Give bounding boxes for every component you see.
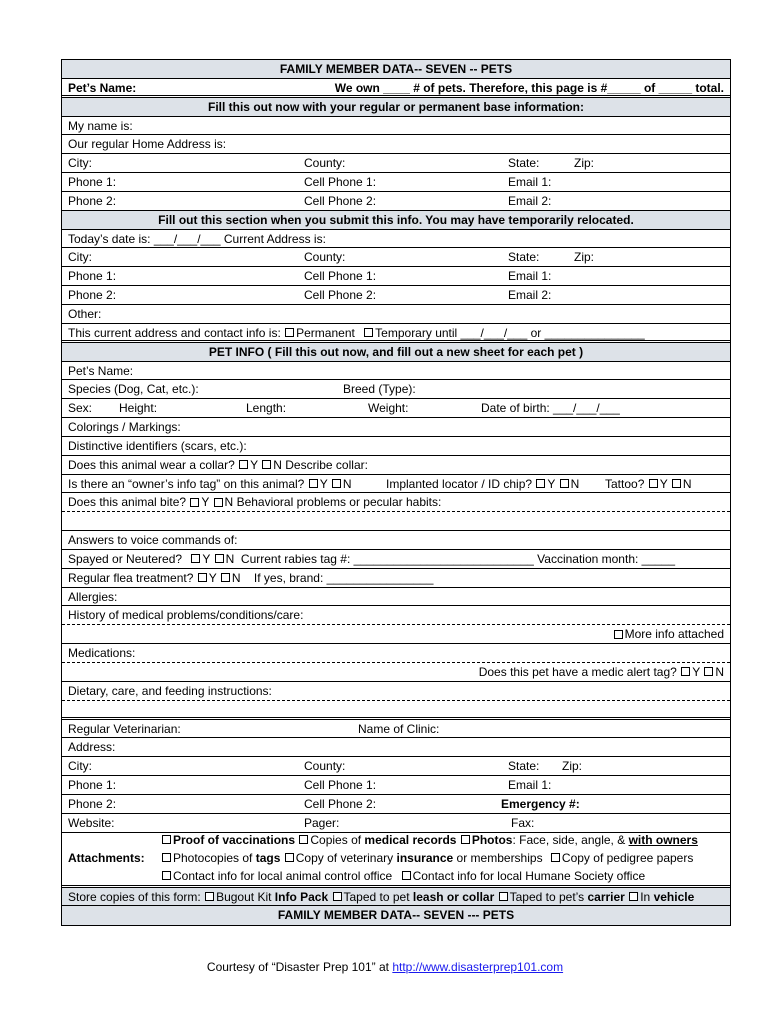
chip-label: Implanted locator / ID chip? (386, 476, 533, 491)
insurance-checkbox[interactable] (285, 853, 294, 862)
medical-records-label: medical records (364, 832, 457, 847)
tags-label: tags (255, 850, 281, 865)
vet-city-field[interactable]: City: (68, 759, 92, 774)
vet-phone2-field[interactable]: Phone 2: (68, 796, 117, 811)
breed-field[interactable]: Breed (Type): (343, 382, 416, 397)
more-info-checkbox[interactable] (614, 630, 623, 639)
address-status (68, 324, 645, 343)
cell1-field[interactable]: Cell Phone 1: (304, 175, 377, 190)
vet-state-field[interactable]: State: (508, 759, 540, 774)
bite-yes-checkbox[interactable] (190, 498, 199, 507)
cell2-field[interactable]: Cell Phone 2: (304, 193, 377, 208)
bugout-checkbox[interactable] (205, 892, 214, 901)
species-field[interactable]: Species (Dog, Cat, etc.): (68, 382, 199, 397)
behavior-label: Behavioral problems or pecular habits: (236, 495, 442, 510)
photos-label: Photos (471, 832, 513, 847)
yes-label: Y (319, 476, 328, 491)
clinic-name-field[interactable]: Name of Clinic: (358, 721, 440, 736)
form-title: FAMILY MEMBER DATA-- SEVEN -- PETS (62, 60, 730, 79)
city-field[interactable]: City: (68, 156, 92, 171)
taped-pet-label: Taped to pet (343, 889, 410, 904)
flea-no-checkbox[interactable] (221, 573, 230, 582)
alert-yes-checkbox[interactable] (681, 667, 690, 676)
alert-no-checkbox[interactable] (704, 667, 713, 676)
temp-county-field[interactable]: County: (304, 250, 346, 265)
yes-label: Y (547, 476, 556, 491)
photos-desc: : Face, side, angle, & (512, 832, 626, 847)
base-section-heading: Fill this out now with your regular or permanent base information: (62, 98, 730, 117)
photocopies-label: Photocopies of (173, 850, 253, 865)
insurance-label: insurance (396, 850, 454, 865)
attachments-line-2 (161, 851, 693, 865)
no-label: N (225, 551, 235, 566)
regular-vet-field[interactable]: Regular Veterinarian: (68, 721, 181, 736)
bite-no-checkbox[interactable] (214, 498, 223, 507)
tag-question (68, 475, 352, 494)
courtesy-text: Courtesy of “Disaster Prep 101” at (206, 960, 389, 974)
collar-question (68, 456, 368, 475)
bite-question (68, 493, 441, 512)
flea-label: Regular flea treatment? (68, 570, 194, 585)
spayed-question (68, 550, 675, 569)
phone2-field[interactable]: Phone 2: (68, 193, 117, 208)
medical-history-field[interactable]: History of medical problems/conditions/care: (68, 608, 304, 623)
vet-email1-field[interactable]: Email 1: (508, 778, 552, 793)
pet-name-field[interactable]: Pet’s Name: (68, 363, 134, 378)
store-copies (68, 888, 694, 907)
other-field[interactable]: Other: (68, 306, 102, 321)
dob-field[interactable]: Date of birth: ___/___/___ (481, 401, 620, 416)
copy-vet-label: Copy of veterinary (295, 850, 394, 865)
rabies-field[interactable]: Current rabies tag #: ___________________________ Vaccination month: _____ (240, 551, 676, 566)
more-info-label: More info attached (624, 627, 724, 642)
spayed-label: Spayed or Neutered? (68, 551, 183, 566)
memberships-label: or memberships (456, 850, 543, 865)
spayed-yes-checkbox[interactable] (191, 554, 200, 563)
medic-alert-label: Does this pet have a medic alert tag? (478, 665, 677, 679)
tattoo-label: Tattoo? (605, 476, 645, 491)
pet-info-heading: PET INFO ( Fill this out now, and fill out a new sheet for each pet ) (62, 343, 730, 362)
attachments-line-3 (161, 869, 645, 883)
my-name-field[interactable]: My name is: (68, 118, 133, 133)
no-label: N (273, 457, 282, 472)
vet-phone1-field[interactable]: Phone 1: (68, 778, 117, 793)
pets-name-label: Pet’s Name: (68, 80, 137, 95)
tattoo-yes-checkbox[interactable] (649, 479, 658, 488)
email2-field[interactable]: Email 2: (508, 193, 552, 208)
photocopies-tags-checkbox[interactable] (162, 853, 171, 862)
bite-label: Does this animal bite? (68, 495, 187, 510)
vet-zip-field[interactable]: Zip: (562, 759, 583, 774)
carrier-checkbox[interactable] (499, 892, 508, 901)
vet-cell2-field[interactable]: Cell Phone 2: (304, 796, 377, 811)
tag-yes-checkbox[interactable] (309, 479, 318, 488)
todays-date-field[interactable]: Today’s date is: ___/___/___ Current Address is: (68, 231, 326, 246)
temp-email1-field[interactable]: Email 1: (508, 269, 552, 284)
email1-field[interactable]: Email 1: (508, 175, 552, 190)
temporary-label: Temporary until ___/___/___ or _______________ (375, 325, 645, 340)
temp-cell1-field[interactable]: Cell Phone 1: (304, 269, 377, 284)
voice-commands-field[interactable]: Answers to voice commands of: (68, 533, 238, 548)
no-label: N (231, 570, 241, 585)
vet-fax-field[interactable]: Fax: (511, 815, 535, 830)
dietary-blank-line[interactable] (62, 701, 730, 720)
tattoo-question (605, 475, 692, 494)
spayed-no-checkbox[interactable] (215, 554, 224, 563)
medic-alert-question (479, 663, 724, 682)
more-info-attached (613, 625, 724, 644)
copies-of-label: Copies of (310, 832, 362, 847)
attachments-section (62, 833, 730, 888)
flea-yes-checkbox[interactable] (198, 573, 207, 582)
tag-no-checkbox[interactable] (332, 479, 341, 488)
vehicle-checkbox[interactable] (629, 892, 638, 901)
vet-emergency-field[interactable]: Emergency #: (501, 796, 580, 811)
yes-label: Y (692, 665, 700, 679)
temp-city-field[interactable]: City: (68, 250, 92, 265)
website-link[interactable]: http://www.disasterprep101.com (392, 960, 564, 974)
leash-checkbox[interactable] (333, 892, 342, 901)
medical-records-checkbox[interactable] (299, 835, 308, 844)
weight-field[interactable]: Weight: (368, 401, 409, 416)
temp-state-field[interactable]: State: (508, 250, 540, 265)
vet-address-field[interactable]: Address: (68, 740, 116, 755)
identifiers-field[interactable]: Distinctive identifiers (scars, etc.): (68, 438, 247, 453)
no-label: N (342, 476, 352, 491)
temp-phone1-field[interactable]: Phone 1: (68, 269, 117, 284)
length-field[interactable]: Length: (246, 401, 287, 416)
pedigree-checkbox[interactable] (551, 853, 560, 862)
status-prefix: This current address and contact info is: (68, 325, 281, 340)
in-label: In (640, 889, 651, 904)
pedigree-label: Copy of pedigree papers (561, 850, 694, 865)
courtesy-footer (0, 960, 770, 974)
behavior-blank-line[interactable] (62, 512, 730, 531)
info-pack-label: Info Pack (274, 889, 329, 904)
collar-label: Does this animal wear a collar? (68, 457, 235, 472)
sex-field[interactable]: Sex: (68, 401, 93, 416)
pets-owned-count[interactable]: We own ____ # of pets. Therefore, this page is #_____ of _____ total. (334, 80, 724, 95)
colorings-field[interactable]: Colorings / Markings: (68, 420, 181, 435)
vehicle-label: vehicle (653, 889, 695, 904)
temporary-checkbox[interactable] (364, 328, 373, 337)
store-prefix: Store copies of this form: (68, 889, 201, 904)
brand-field[interactable]: If yes, brand: ________________ (253, 570, 434, 585)
temp-cell2-field[interactable]: Cell Phone 2: (304, 288, 377, 303)
no-label: N (570, 476, 580, 491)
photos-checkbox[interactable] (461, 835, 470, 844)
no-label: N (715, 665, 724, 679)
flea-question (68, 569, 433, 588)
temp-section-heading: Fill out this section when you submit this info. You may have temporarily relocated. (62, 211, 730, 230)
proof-checkbox[interactable] (162, 835, 171, 844)
chip-yes-checkbox[interactable] (536, 479, 545, 488)
vet-website-field[interactable]: Website: (68, 815, 115, 830)
zip-field[interactable]: Zip: (574, 156, 595, 171)
yes-label: Y (659, 476, 668, 491)
yes-label: Y (250, 457, 258, 472)
county-field[interactable]: County: (304, 156, 346, 171)
dietary-field[interactable]: Dietary, care, and feeding instructions: (68, 683, 272, 698)
height-field[interactable]: Height: (119, 401, 158, 416)
collar-no-checkbox[interactable] (262, 460, 271, 469)
tag-label: Is there an “owner’s info tag” on this animal? (68, 476, 305, 491)
attachments-label: Attachments: (68, 850, 145, 865)
with-owners-label: with owners (628, 832, 698, 847)
permanent-checkbox[interactable] (285, 328, 294, 337)
yes-label: Y (201, 495, 210, 510)
yes-label: Y (202, 551, 211, 566)
humane-society-label: Contact info for local Humane Society office (412, 868, 646, 883)
permanent-label: Permanent (296, 325, 355, 340)
store-copies-row (62, 888, 730, 907)
chip-no-checkbox[interactable] (560, 479, 569, 488)
home-address-field[interactable]: Our regular Home Address is: (68, 137, 227, 152)
carrier-label: carrier (587, 889, 625, 904)
yes-label: Y (208, 570, 217, 585)
chip-question (386, 475, 579, 494)
temp-phone2-field[interactable]: Phone 2: (68, 288, 117, 303)
no-label: N (224, 495, 234, 510)
attachments-line-1 (161, 833, 698, 847)
vet-cell1-field[interactable]: Cell Phone 1: (304, 778, 377, 793)
collar-yes-checkbox[interactable] (239, 460, 248, 469)
animal-control-checkbox[interactable] (162, 871, 171, 880)
state-field[interactable]: State: (508, 156, 540, 171)
pet-data-form (61, 59, 731, 926)
no-label: N (682, 476, 692, 491)
medications-field[interactable]: Medications: (68, 646, 136, 661)
bugout-label: Bugout Kit (216, 889, 272, 904)
allergies-field[interactable]: Allergies: (68, 589, 118, 604)
vet-pager-field[interactable]: Pager: (304, 815, 340, 830)
temp-email2-field[interactable]: Email 2: (508, 288, 552, 303)
collar-describe-label: Describe collar: (285, 457, 368, 472)
animal-control-label: Contact info for local animal control office (173, 868, 393, 883)
temp-zip-field[interactable]: Zip: (574, 250, 595, 265)
form-footer-title: FAMILY MEMBER DATA-- SEVEN --- PETS (62, 906, 730, 925)
phone1-field[interactable]: Phone 1: (68, 175, 117, 190)
leash-label: leash or collar (412, 889, 495, 904)
humane-society-checkbox[interactable] (402, 871, 411, 880)
tattoo-no-checkbox[interactable] (672, 479, 681, 488)
vet-county-field[interactable]: County: (304, 759, 346, 774)
proof-label: Proof of vaccinations (173, 832, 296, 847)
taped-carrier-label: Taped to pet’s (509, 889, 585, 904)
